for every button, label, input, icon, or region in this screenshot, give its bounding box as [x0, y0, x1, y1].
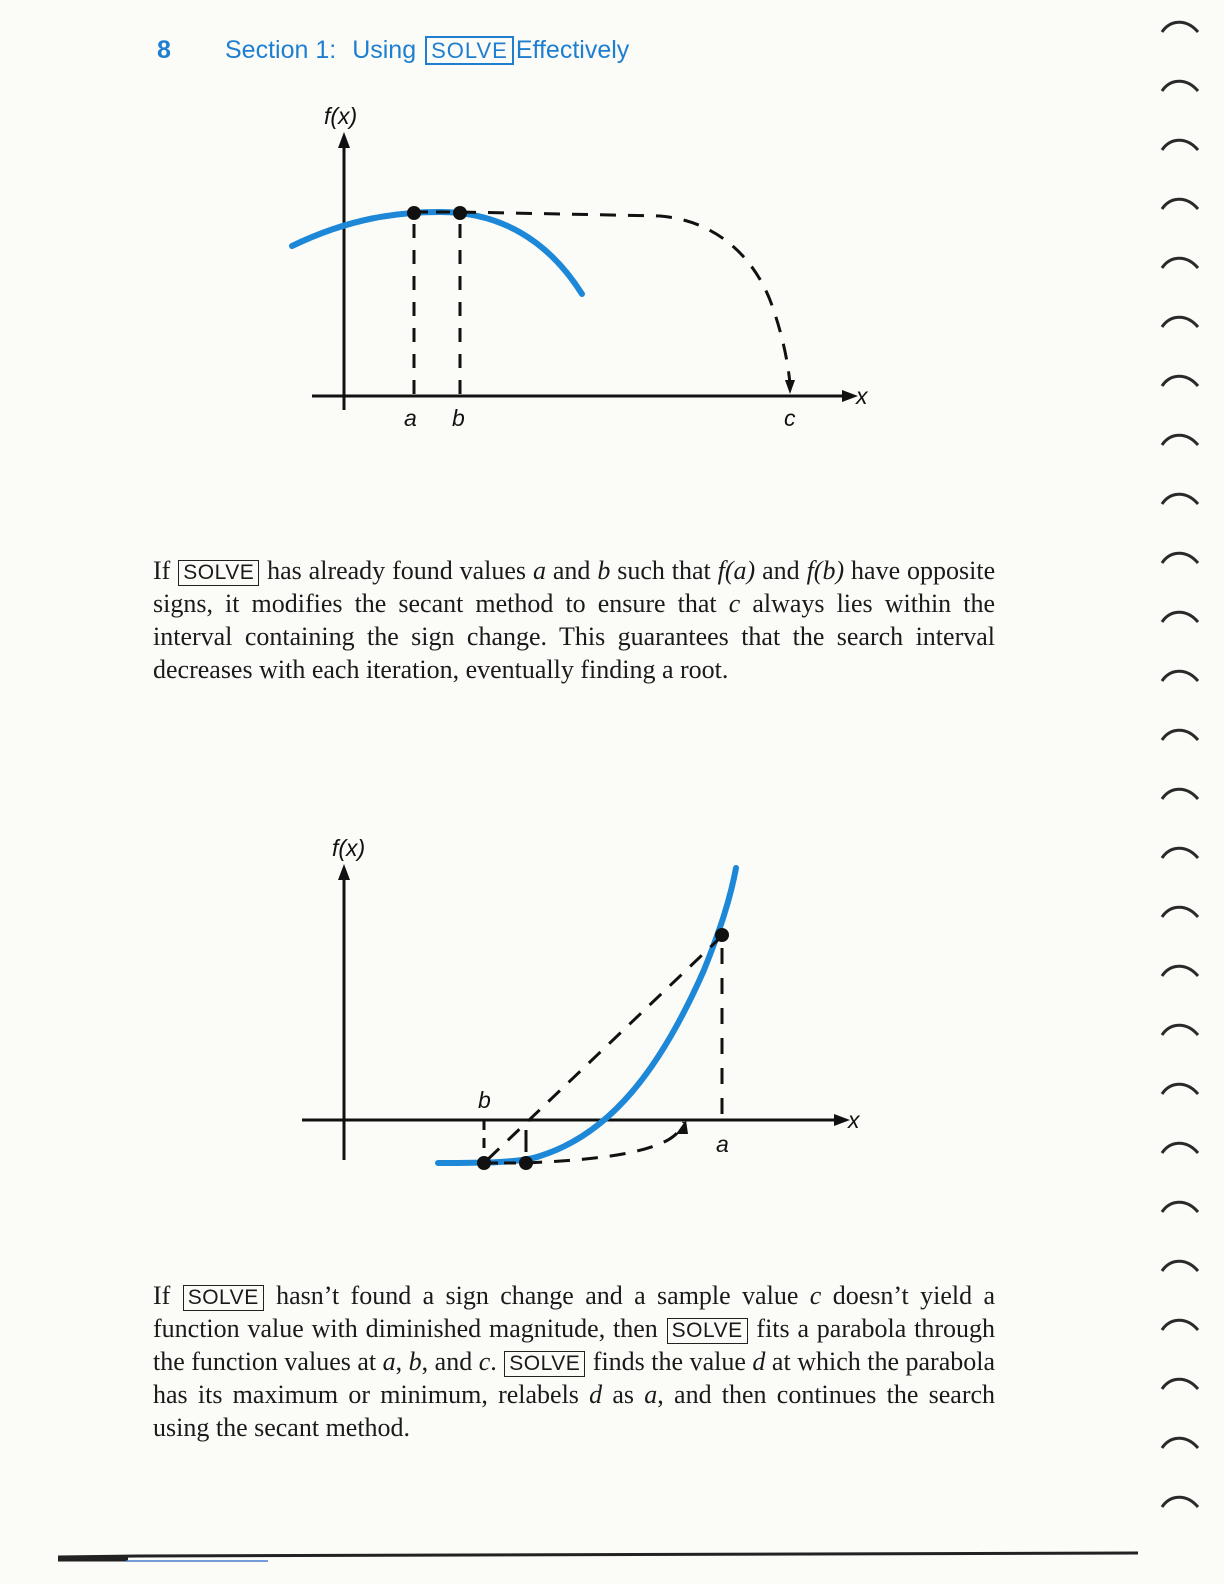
- secant-extension: [460, 212, 790, 384]
- binding-hole: [1162, 258, 1198, 268]
- binding-hole: [1162, 1143, 1198, 1153]
- binding-hole: [1162, 1084, 1198, 1094]
- label-a: a: [716, 1131, 729, 1157]
- binding-hole: [1162, 494, 1198, 504]
- y-axis-arrow: [338, 864, 350, 880]
- paragraph-sign-change: If SOLVE has already found values a and b such that f(a) and f(b) have opposite signs, it modifies the secant method to ensure that c always lies within the interval containing the sign change. This guarantees that the search interval decreases with each iteration, eventually finding a root.: [153, 556, 996, 684]
- point-b: [477, 1156, 491, 1170]
- binding-hole: [1162, 1025, 1198, 1035]
- secant-arc: [526, 1122, 684, 1163]
- solve-key-glyph: SOLVE: [667, 1318, 748, 1344]
- label-a: a: [404, 405, 417, 431]
- arc-arrowhead: [676, 1120, 688, 1134]
- y-axis-label: f(x): [324, 103, 358, 129]
- figure-secant-bracketed: [290, 830, 880, 1180]
- function-curve: [292, 212, 582, 294]
- label-c: c: [784, 405, 796, 431]
- binding-hole: [1162, 553, 1198, 563]
- label-b: b: [478, 1087, 491, 1113]
- y-axis-label: f(x): [332, 835, 366, 861]
- binding-hole: [1162, 1379, 1198, 1389]
- binding-hole: [1162, 1261, 1198, 1271]
- binding-hole: [1162, 671, 1198, 681]
- point-c: [519, 1156, 533, 1170]
- paragraph-parabola-fit: If SOLVE hasn’t found a sign change and a sample value c doesn’t yield a function value with diminished magnitude, then SOLVE fits a parabola through the function values at a, b, and c. SOLVE finds the value d at which the parabola has its maximum or minimum, relabels d as a, and then continues the search using the secant method.: [153, 1281, 996, 1442]
- spiral-binding: [1074, 0, 1224, 1584]
- binding-hole: [1162, 907, 1198, 917]
- title-prefix: Using: [352, 36, 417, 64]
- section-label: Section 1:: [225, 36, 337, 64]
- binding-hole: [1162, 789, 1198, 799]
- binding-hole: [1162, 848, 1198, 858]
- point-a: [715, 928, 729, 942]
- binding-hole: [1162, 435, 1198, 445]
- binding-hole: [1162, 140, 1198, 150]
- x-axis-label: x: [848, 1107, 860, 1133]
- arrowhead-to-c: [785, 380, 795, 394]
- x-axis-label: x: [856, 383, 868, 409]
- solve-key-glyph: SOLVE: [183, 1285, 264, 1311]
- binding-hole: [1162, 612, 1198, 622]
- binding-hole: [1162, 966, 1198, 976]
- binding-hole: [1162, 1497, 1198, 1507]
- binding-hole: [1162, 199, 1198, 209]
- solve-key-glyph: SOLVE: [425, 36, 514, 65]
- binding-hole: [1162, 22, 1198, 32]
- label-b: b: [452, 405, 465, 431]
- binding-hole: [1162, 1320, 1198, 1330]
- solve-key-glyph: SOLVE: [178, 560, 259, 586]
- binding-hole: [1162, 317, 1198, 327]
- binding-hole: [1162, 1202, 1198, 1212]
- binding-hole: [1162, 376, 1198, 386]
- binding-hole: [1162, 1438, 1198, 1448]
- solve-key-glyph: SOLVE: [504, 1351, 585, 1377]
- footer-rule: [58, 1551, 1138, 1563]
- binding-hole: [1162, 81, 1198, 91]
- y-axis-arrow: [338, 132, 350, 148]
- figure-secant-overshoot: [280, 100, 890, 440]
- point-b: [453, 206, 467, 220]
- page-header: [157, 36, 629, 65]
- page-number: 8: [157, 36, 171, 64]
- point-a: [407, 206, 421, 220]
- binding-hole: [1162, 730, 1198, 740]
- title-suffix: Effectively: [515, 36, 630, 64]
